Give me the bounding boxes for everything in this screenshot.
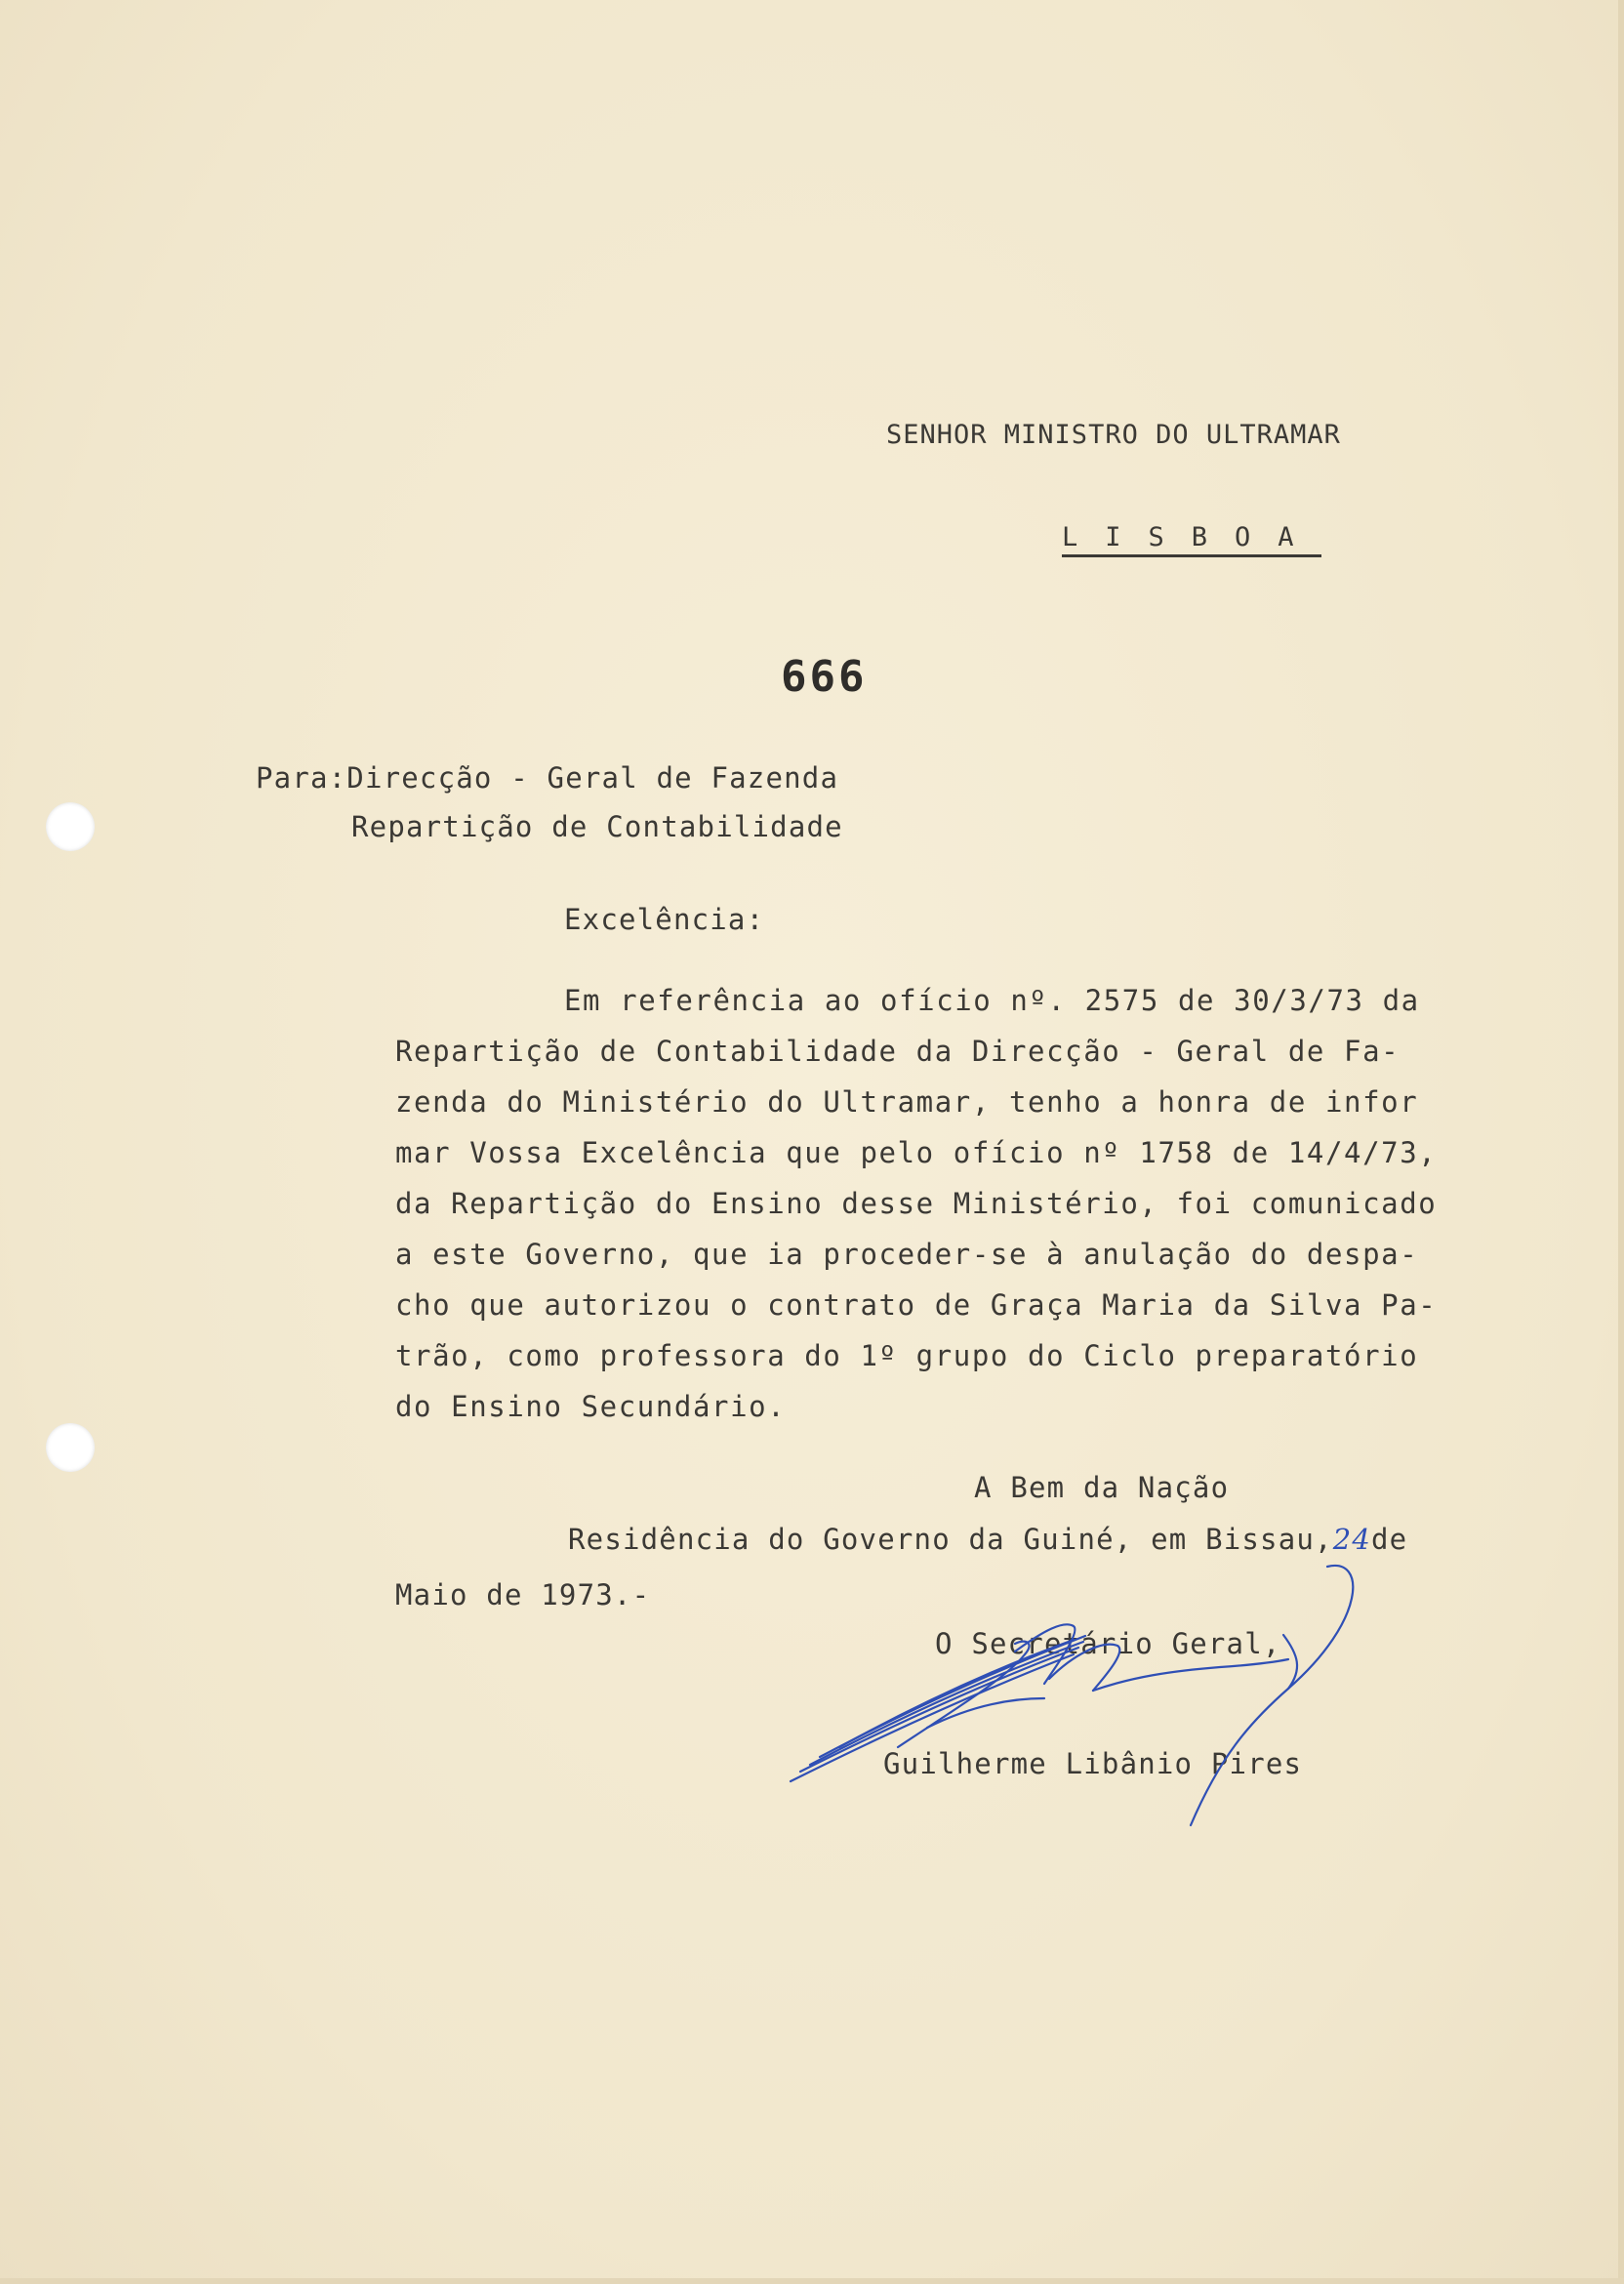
body-line: Em referência ao ofício nº. 2575 de 30/3/73 da	[564, 984, 1420, 1017]
body-line: cho que autorizou o contrato de Graça Maria da Silva Pa-	[395, 1288, 1438, 1322]
signatory-name: Guilherme Libânio Pires	[883, 1747, 1303, 1780]
body-line: mar Vossa Excelência que pelo ofício nº 1758 de 14/4/73,	[395, 1136, 1438, 1169]
signatory-title: O Secretário Geral,	[935, 1627, 1281, 1660]
place-text: Residência do Governo da Guiné, em Bissau,	[568, 1523, 1333, 1556]
body-line: do Ensino Secundário.	[395, 1390, 787, 1423]
body-line: zenda do Ministério do Ultramar, tenho a honra de infor	[395, 1085, 1419, 1119]
closing-formula: A Bem da Nação	[974, 1471, 1230, 1504]
date-suffix: de	[1371, 1523, 1408, 1556]
reference-number: 666	[781, 652, 868, 702]
addressee-line: SENHOR MINISTRO DO ULTRAMAR	[886, 420, 1341, 450]
body-line: da Repartição do Ensino desse Ministério, foi comunicado	[395, 1187, 1438, 1220]
date-line: Maio de 1973.-	[395, 1578, 651, 1611]
salutation: Excelência:	[564, 903, 765, 936]
recipient-line-1: Para:Direcção - Geral de Fazenda	[256, 761, 839, 795]
page-edge-right	[1618, 0, 1624, 2284]
place-line	[568, 1523, 1407, 1556]
body-line: trão, como professora do 1º grupo do Ciclo preparatório	[395, 1339, 1419, 1372]
body-line: a este Governo, que ia proceder-se à anulação do despa-	[395, 1238, 1419, 1271]
body-line: Repartição de Contabilidade da Direcção - Geral de Fa-	[395, 1035, 1401, 1068]
handwritten-signature	[781, 1562, 1386, 1835]
city-line: LISBOA	[1062, 522, 1321, 557]
punch-hole-top	[46, 802, 95, 851]
page-edge-bottom	[0, 2278, 1624, 2284]
punch-hole-bottom	[46, 1423, 95, 1472]
handwritten-day: 24	[1332, 1523, 1372, 1556]
recipient-line-2: Repartição de Contabilidade	[351, 810, 843, 843]
